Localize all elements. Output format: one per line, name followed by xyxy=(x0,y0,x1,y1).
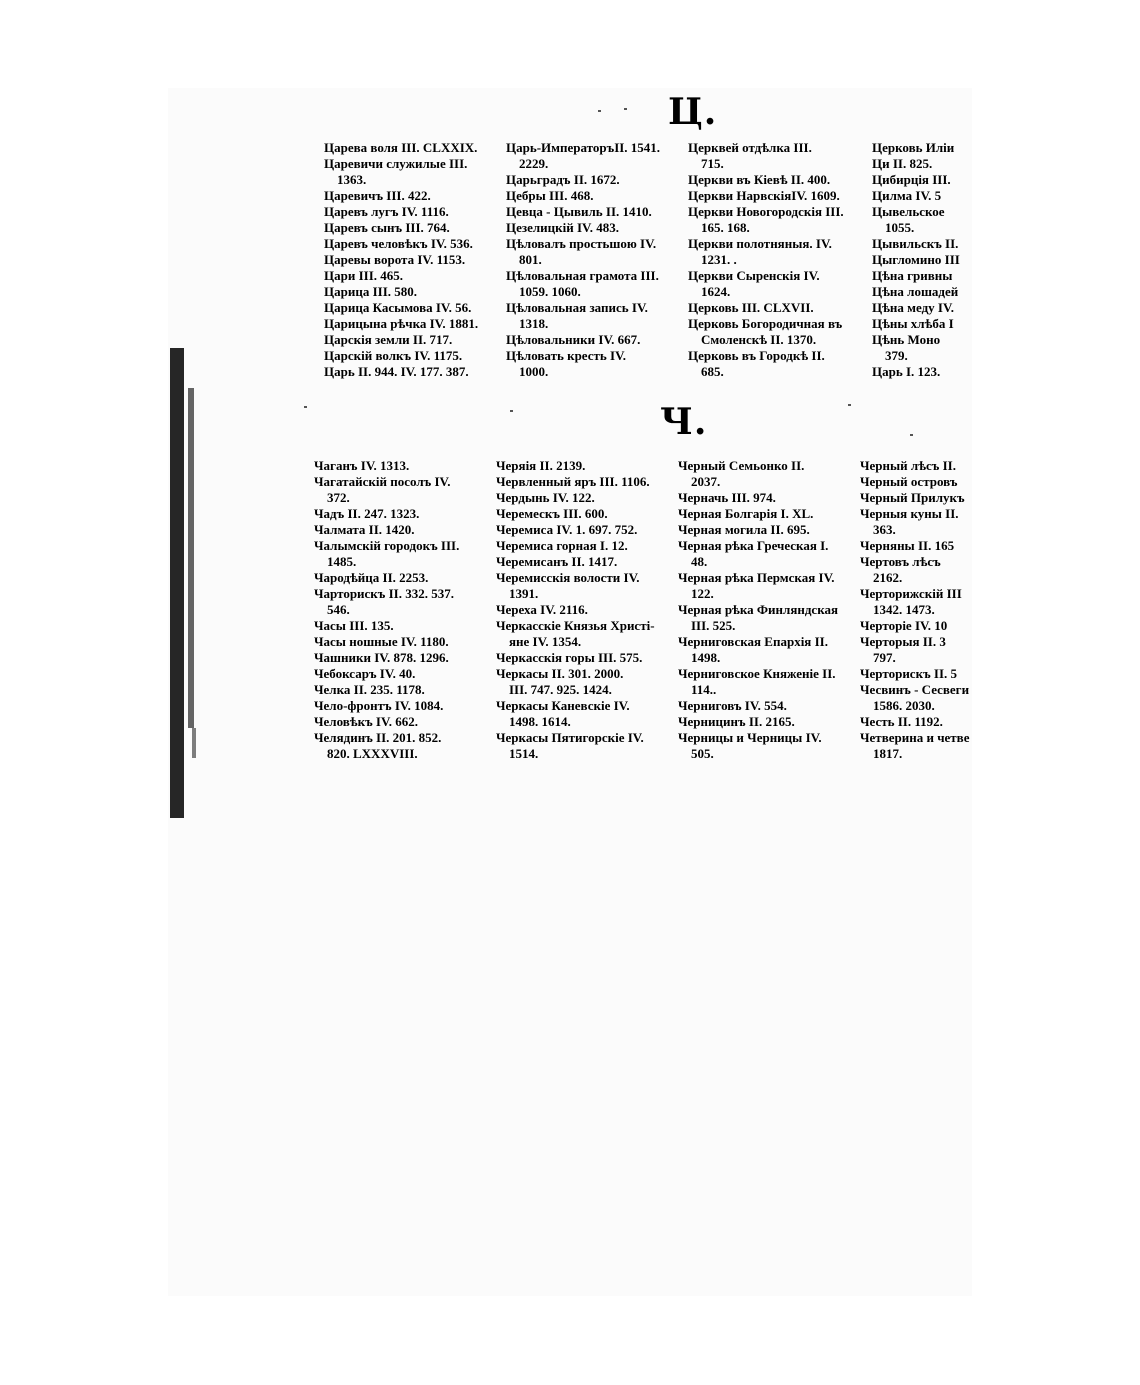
index-entry: Чертовъ лѣсъ xyxy=(860,554,941,569)
index-entry: 505. xyxy=(691,746,714,761)
index-entry: Царева воля III. CLXXIX. xyxy=(324,140,478,155)
index-entry: III. 747. 925. 1424. xyxy=(509,682,612,697)
scan-speck xyxy=(598,110,601,112)
index-entry: Цывельское xyxy=(872,204,945,219)
index-entry: 1318. xyxy=(519,316,549,331)
index-entry: Церкви НарвскіяIV. 1609. xyxy=(688,188,840,203)
index-entry: Черначь III. 974. xyxy=(678,490,776,505)
index-entry: 1624. xyxy=(701,284,731,299)
index-entry: Церквей отдѣлка III. xyxy=(688,140,812,155)
index-entry: Черниговъ IV. 554. xyxy=(678,698,787,713)
index-entry: Челядинъ II. 201. 852. xyxy=(314,730,442,745)
index-entry: Цѣны хлѣба I xyxy=(872,316,954,331)
index-entry: Черкасскіе Князья Христі- xyxy=(496,618,655,633)
index-entry: Черемисскія волости IV. xyxy=(496,570,640,585)
index-entry: Чадъ II. 247. 1323. xyxy=(314,506,420,521)
index-entry: 114.. xyxy=(691,682,717,697)
index-entry: Царь I. 123. xyxy=(872,364,941,379)
index-entry: Черныя куны II. xyxy=(860,506,959,521)
index-entry: Цѣловать кресть IV. xyxy=(506,348,627,363)
index-column xyxy=(314,458,494,764)
scan-speck xyxy=(624,108,627,110)
index-entry: Царевъ лугъ IV. 1116. xyxy=(324,204,449,219)
index-entry: Царскій волкъ IV. 1175. xyxy=(324,348,463,363)
index-entry: 820. LXXXVIII. xyxy=(327,746,418,761)
index-entry: Чашники IV. 878. 1296. xyxy=(314,650,449,665)
index-entry: Черкасы II. 301. 2000. xyxy=(496,666,624,681)
index-entry: Царскія земли II. 717. xyxy=(324,332,453,347)
index-entry: Царица Касымова IV. 56. xyxy=(324,300,472,315)
index-entry: 1055. xyxy=(885,220,915,235)
index-entry: 546. xyxy=(327,602,350,617)
index-entry: 48. xyxy=(691,554,708,569)
index-entry: Челка II. 235. 1178. xyxy=(314,682,425,697)
index-entry: Чело-фронтъ IV. 1084. xyxy=(314,698,444,713)
index-entry: Церкви въ Кіевѣ II. 400. xyxy=(688,172,831,187)
index-entry: Черкасы Каневскіе IV. xyxy=(496,698,630,713)
index-entry: 1391. xyxy=(509,586,539,601)
index-entry: Черная могила II. 695. xyxy=(678,522,810,537)
index-entry: Чердынь IV. 122. xyxy=(496,490,595,505)
index-entry: III. 525. xyxy=(691,618,736,633)
index-column xyxy=(496,458,676,764)
index-entry: Чаганъ IV. 1313. xyxy=(314,458,410,473)
index-column xyxy=(324,140,504,380)
scan-speck xyxy=(304,406,307,408)
index-entry: Человѣкъ IV. 662. xyxy=(314,714,418,729)
index-entry: 165. 168. xyxy=(701,220,750,235)
index-entry: Черницы и Черницы IV. xyxy=(678,730,822,745)
index-entry: Церковь въ Городкѣ II. xyxy=(688,348,825,363)
scan-speck xyxy=(910,434,913,436)
index-entry: 1498. 1614. xyxy=(509,714,571,729)
scan-speck xyxy=(510,410,513,412)
index-entry: яне IV. 1354. xyxy=(509,634,582,649)
index-entry: 685. xyxy=(701,364,724,379)
index-entry: Церкви Новогородскія III. xyxy=(688,204,844,219)
index-entry: 363. xyxy=(873,522,896,537)
index-entry: Чарторискъ II. 332. 537. xyxy=(314,586,454,601)
index-column xyxy=(688,140,866,380)
index-entry: Часы ношные IV. 1180. xyxy=(314,634,449,649)
index-entry: Царьградъ II. 1672. xyxy=(506,172,620,187)
index-entry: Цѣнь Моно xyxy=(872,332,941,347)
index-entry: Черемиса горная I. 12. xyxy=(496,538,628,553)
index-entry: Цѣловальники IV. 667. xyxy=(506,332,641,347)
index-entry: Цѣловалъ простьшою IV. xyxy=(506,236,657,251)
index-entry: Черемескъ III. 600. xyxy=(496,506,608,521)
index-entry: 372. xyxy=(327,490,350,505)
index-entry: Честь II. 1192. xyxy=(860,714,943,729)
binding-edge-mark xyxy=(170,348,184,818)
index-entry: 1514. xyxy=(509,746,539,761)
index-entry: Черторискъ II. 5 xyxy=(860,666,958,681)
index-entry: Цибирція III. xyxy=(872,172,951,187)
index-entry: Чесвинъ - Сесвеги xyxy=(860,682,970,697)
index-entry: Черторіе IV. 10 xyxy=(860,618,948,633)
index-entry: 1059. 1060. xyxy=(519,284,581,299)
index-entry: Церковь Богородичная въ xyxy=(688,316,843,331)
index-entry: 1363. xyxy=(337,172,367,187)
index-entry: 1817. xyxy=(873,746,903,761)
index-entry: Чалмата II. 1420. xyxy=(314,522,415,537)
index-entry: Цѣловальная запись IV. xyxy=(506,300,648,315)
index-entry: Царевъ сынъ III. 764. xyxy=(324,220,450,235)
index-entry: 2229. xyxy=(519,156,549,171)
index-entry: Черторижскій III xyxy=(860,586,962,601)
index-entry: Черный островъ xyxy=(860,474,958,489)
index-entry: Четверина и четве xyxy=(860,730,970,745)
index-entry: Царь-ИмператоръII. 1541. xyxy=(506,140,661,155)
binding-edge-mark xyxy=(188,388,194,728)
section-heading: Ч. xyxy=(660,401,708,443)
index-entry: Черная Болгарія I. XL. xyxy=(678,506,814,521)
index-entry: Церковь Иліи xyxy=(872,140,955,155)
index-entry: Цѣна гривны xyxy=(872,268,953,283)
index-entry: Церкви полотняныя. IV. xyxy=(688,236,832,251)
scan-speck xyxy=(848,404,851,406)
index-entry: Черторыя II. 3 xyxy=(860,634,946,649)
index-entry: 2037. xyxy=(691,474,721,489)
index-entry: Царевы ворота IV. 1153. xyxy=(324,252,466,267)
index-entry: Черная рѣка Пермская IV. xyxy=(678,570,835,585)
index-entry: 1586. 2030. xyxy=(873,698,935,713)
index-entry: 2162. xyxy=(873,570,903,585)
index-entry: Черный лѣсъ II. xyxy=(860,458,956,473)
index-entry: Царевичъ III. 422. xyxy=(324,188,431,203)
index-entry: Смоленскѣ II. 1370. xyxy=(701,332,817,347)
index-entry: Цилма IV. 5 xyxy=(872,188,942,203)
index-entry: Черниговская Епархія II. xyxy=(678,634,828,649)
section-heading: Ц. xyxy=(668,91,718,133)
index-entry: Царица III. 580. xyxy=(324,284,417,299)
index-column xyxy=(506,140,686,380)
index-entry: Цезелицкій IV. 483. xyxy=(506,220,620,235)
index-entry: Черный Прилукъ xyxy=(860,490,965,505)
index-entry: Червленный яръ III. 1106. xyxy=(496,474,650,489)
index-entry: 797. xyxy=(873,650,896,665)
index-entry: Череха IV. 2116. xyxy=(496,602,588,617)
index-entry: Черная рѣка Финляндская xyxy=(678,602,839,617)
index-entry: 1342. 1473. xyxy=(873,602,935,617)
index-entry: 1231. . xyxy=(701,252,737,267)
index-entry: Чебоксаръ IV. 40. xyxy=(314,666,416,681)
index-entry: Цѣна лошадей xyxy=(872,284,959,299)
index-column xyxy=(678,458,858,764)
index-entry: 801. xyxy=(519,252,542,267)
index-entry: 1485. xyxy=(327,554,357,569)
index-entry: Черниговское Княженіе II. xyxy=(678,666,836,681)
index-entry: Царицына рѣчка IV. 1881. xyxy=(324,316,479,331)
index-column xyxy=(860,458,972,764)
binding-edge-mark xyxy=(192,728,196,758)
index-entry: Черный Семьонко II. xyxy=(678,458,805,473)
index-entry: Черкасскія горы III. 575. xyxy=(496,650,643,665)
index-entry: Чагатайскій посолъ IV. xyxy=(314,474,451,489)
index-entry: 715. xyxy=(701,156,724,171)
index-entry: Чародѣйца II. 2253. xyxy=(314,570,429,585)
index-entry: 1498. xyxy=(691,650,721,665)
index-entry: 122. xyxy=(691,586,714,601)
scanned-page xyxy=(168,88,972,1296)
index-entry: Царевичи служилые III. xyxy=(324,156,468,171)
index-entry: Цывильскъ II. xyxy=(872,236,959,251)
index-entry: Цѣловальная грамота III. xyxy=(506,268,659,283)
index-entry: Церковь III. CLXVII. xyxy=(688,300,814,315)
index-entry: 1000. xyxy=(519,364,549,379)
index-entry: Цевца - Цывиль II. 1410. xyxy=(506,204,652,219)
index-entry: Черемиса IV. 1. 697. 752. xyxy=(496,522,638,537)
index-entry: Черкасы Пятигорскіе IV. xyxy=(496,730,644,745)
index-entry: 379. xyxy=(885,348,908,363)
index-column xyxy=(872,140,972,380)
index-entry: Церкви Сыренскія IV. xyxy=(688,268,820,283)
index-entry: Черемисанъ II. 1417. xyxy=(496,554,618,569)
index-entry: Цебры III. 468. xyxy=(506,188,594,203)
index-entry: Черницинъ II. 2165. xyxy=(678,714,795,729)
index-entry: Часы III. 135. xyxy=(314,618,394,633)
index-entry: Цыгломино III xyxy=(872,252,960,267)
index-entry: Цѣна меду IV. xyxy=(872,300,954,315)
index-entry: Царевъ человѣкъ IV. 536. xyxy=(324,236,473,251)
index-entry: Царь II. 944. IV. 177. 387. xyxy=(324,364,469,379)
index-entry: Черяія II. 2139. xyxy=(496,458,586,473)
index-entry: Цари III. 465. xyxy=(324,268,404,283)
index-entry: Чалымскій городокъ III. xyxy=(314,538,460,553)
index-entry: Ци II. 825. xyxy=(872,156,933,171)
index-entry: Черная рѣка Греческая I. xyxy=(678,538,829,553)
index-entry: Черняны II. 165 xyxy=(860,538,955,553)
